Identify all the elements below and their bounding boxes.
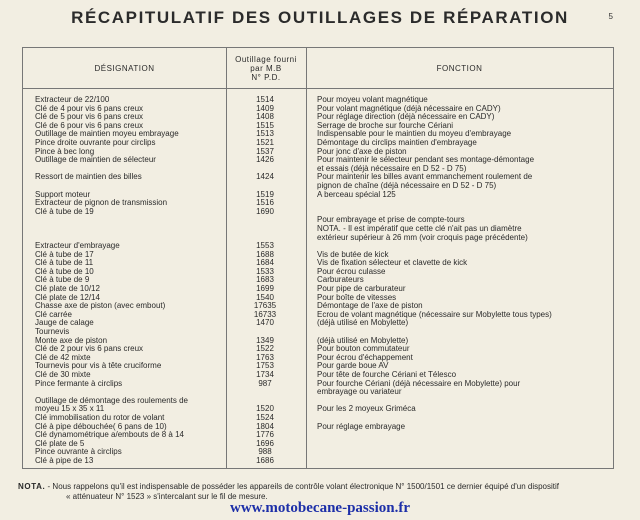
footer-note xyxy=(18,482,618,502)
designation-cell: Clé dynamométrique a/embouts de 8 à 14 xyxy=(35,430,184,440)
part-number-cell: 1688 xyxy=(256,249,274,259)
header-fonction: FONCTION xyxy=(436,63,483,73)
part-number-cell: 1408 xyxy=(256,112,274,122)
table-row xyxy=(23,328,613,337)
function-cell: et essais (déjà nécessaire en D 52 - D 75) xyxy=(317,164,467,173)
function-cell: embrayage ou variateur xyxy=(317,388,402,397)
table-row xyxy=(23,259,613,268)
function-cell: Serrage de broche sur fourche Cériani xyxy=(317,121,454,130)
designation-cell: Clé plate de 5 xyxy=(35,438,85,448)
part-number-cell: 1696 xyxy=(256,438,274,448)
designation-cell: Pince droite ouvrante pour circlips xyxy=(35,137,156,147)
designation-cell: Clé à pipe de 13 xyxy=(35,455,94,465)
part-number-cell: 1553 xyxy=(256,241,274,251)
function-cell: Pour boîte de vitesses xyxy=(317,293,397,302)
table-row xyxy=(23,276,613,285)
function-cell: extérieur supérieur à 26 mm (voir croquis page précédente) xyxy=(317,233,528,242)
function-cell: Indispensable pour le maintien du moyeu d'embrayage xyxy=(317,130,512,139)
designation-cell: Clé à pipe débouchée( 6 pans de 10) xyxy=(35,421,167,431)
table-row xyxy=(23,242,613,251)
part-number-cell: 1521 xyxy=(256,137,274,147)
table-row xyxy=(23,457,613,466)
part-number-cell: 1515 xyxy=(256,120,274,130)
function-cell: Vis de fixation sélecteur et clavette de kick xyxy=(317,259,468,268)
function-cell: Pour fourche Cériani (déjà nécessaire en Mobylette) pour xyxy=(317,379,521,388)
designation-cell: Outillage de maintien moyeu embrayage xyxy=(35,129,179,139)
header-divider xyxy=(23,88,613,89)
designation-cell: Outillage de démontage des roulements de xyxy=(35,395,188,405)
part-number-cell: 16733 xyxy=(253,309,277,319)
designation-cell: Jauge de calage xyxy=(35,318,94,328)
table-body xyxy=(23,96,613,466)
part-number-cell: 1516 xyxy=(256,198,274,208)
function-cell: pignon de chaîne (déjà nécessaire en D 52 - D 75) xyxy=(317,181,497,190)
function-cell: Pour garde boue AV xyxy=(317,362,389,371)
function-cell: Pour volant magnétique (déjà nécessaire en CADY) xyxy=(317,104,501,113)
table-row xyxy=(23,156,613,165)
table-row xyxy=(23,182,613,191)
designation-cell: Clé à tube de 17 xyxy=(35,249,94,259)
part-number-cell: 1513 xyxy=(256,129,274,139)
part-number-cell: 1533 xyxy=(256,266,274,276)
table-row xyxy=(23,345,613,354)
table-row xyxy=(23,302,613,311)
function-cell: Pour embrayage et prise de compte-tours xyxy=(317,216,465,225)
part-number-cell: 1349 xyxy=(256,335,274,345)
function-cell: Pour réglage direction (déjà nécessaire en CADY) xyxy=(317,113,495,122)
part-number-cell: 1424 xyxy=(256,172,274,182)
part-number-cell: 1537 xyxy=(256,146,274,156)
part-number-cell: 1470 xyxy=(256,318,274,328)
designation-cell: Support moteur xyxy=(35,189,91,199)
designation-cell: Clé à tube de 19 xyxy=(35,206,94,216)
designation-cell: Pince fermante à circlips xyxy=(35,378,123,388)
part-number-cell: 1684 xyxy=(256,258,274,268)
designation-cell: Chasse axe de piston (avec embout) xyxy=(35,301,166,311)
designation-cell: Clé immobilisation du rotor de volant xyxy=(35,412,165,422)
part-number-cell: 1514 xyxy=(256,95,274,104)
part-number-cell: 1753 xyxy=(256,361,274,371)
part-number-cell: 987 xyxy=(258,378,272,388)
table-row xyxy=(23,225,613,234)
function-cell: Pour jonc d'axe de piston xyxy=(317,147,407,156)
header-outillage: Outillage fourni par M.B N° P.D. xyxy=(235,54,297,82)
designation-cell: Clé à tube de 9 xyxy=(35,275,90,285)
function-cell: Pour tête de fourche Cériani et Télesco xyxy=(317,371,457,379)
function-cell: Ecrou de volant magnétique (nécessaire sur Mobylette tous types) xyxy=(317,310,552,319)
table-row xyxy=(23,139,613,148)
function-cell: Pour pipe de carburateur xyxy=(317,285,406,294)
table-row xyxy=(23,380,613,389)
designation-cell: Clé de 42 mixte xyxy=(35,352,91,362)
table-row xyxy=(23,173,613,182)
tools-table xyxy=(22,47,614,469)
table-row xyxy=(23,251,613,260)
table-row xyxy=(23,311,613,320)
part-number-cell: 1520 xyxy=(256,404,274,414)
designation-cell: Clé plate de 12/14 xyxy=(35,292,100,302)
function-cell: Pour maintenir les billes avant emmanchement roulement de xyxy=(317,173,533,182)
table-row xyxy=(23,448,613,457)
table-row xyxy=(23,208,613,217)
part-number-cell: 1540 xyxy=(256,292,274,302)
designation-cell: Clé à tube de 11 xyxy=(35,258,94,268)
designation-cell: Clé plate de 10/12 xyxy=(35,284,100,294)
designation-cell: Clé de 2 pour vis 6 pans creux xyxy=(35,344,144,354)
function-cell: Pour moyeu volant magnétique xyxy=(317,96,428,104)
function-cell: Pour réglage embrayage xyxy=(317,422,406,431)
part-number-cell: 1524 xyxy=(256,412,274,422)
table-row xyxy=(23,216,613,225)
function-cell: Pour les 2 moyeux Griméca xyxy=(317,405,416,414)
page-number: 5 xyxy=(608,12,613,21)
function-cell: Pour bouton commutateur xyxy=(317,345,410,354)
part-number-cell: 1804 xyxy=(256,421,274,431)
website-link[interactable]: www.motobecane-passion.fr xyxy=(230,500,410,516)
function-cell: (déjà utilisé en Mobylette) xyxy=(317,336,409,345)
table-row xyxy=(23,268,613,277)
part-number-cell: 1690 xyxy=(256,206,274,216)
designation-cell: Pince ouvrante à circlips xyxy=(35,447,122,457)
part-number-cell: 1426 xyxy=(256,155,274,165)
part-number-cell: 1734 xyxy=(256,370,274,379)
part-number-cell: 988 xyxy=(258,447,272,457)
designation-cell: Extracteur de 22/100 xyxy=(35,95,110,104)
function-cell: Pour écrou d'échappement xyxy=(317,353,413,362)
part-number-cell: 1776 xyxy=(256,430,274,440)
function-cell: Pour maintenir le sélecteur pendant ses montage-démontage xyxy=(317,156,535,165)
designation-cell: Extracteur d'embrayage xyxy=(35,241,120,251)
designation-cell: Clé de 6 pour vis 6 pans creux xyxy=(35,120,144,130)
function-cell: (déjà utilisé en Mobylette) xyxy=(317,319,409,328)
designation-cell: Clé de 5 pour vis 6 pans creux xyxy=(35,112,144,122)
part-number-cell: 1519 xyxy=(256,189,274,199)
nota-line-1: - Nous rappelons qu'il est indispensable de posséder les appareils de contrôle volant électronique N° 1500/1501 ce dernier équipé d'un dispositif xyxy=(47,482,559,491)
part-number-cell: 1699 xyxy=(256,284,274,294)
nota-label: NOTA. xyxy=(18,482,46,491)
table-row xyxy=(23,199,613,208)
table-row xyxy=(23,319,613,328)
function-cell: A berceau spécial 125 xyxy=(317,190,396,199)
designation-cell: Tournevis pour vis à tête cruciforme xyxy=(35,361,162,371)
function-cell: Pour écrou culasse xyxy=(317,267,386,276)
header-designation: DÉSIGNATION xyxy=(94,63,155,73)
designation-cell: Clé à tube de 10 xyxy=(35,266,94,276)
part-number-cell: 1763 xyxy=(256,352,274,362)
part-number-cell: 17635 xyxy=(253,301,277,311)
designation-cell: Clé de 30 mixte xyxy=(35,370,91,379)
function-cell: Carburateurs xyxy=(317,276,364,285)
part-number-cell: 1683 xyxy=(256,275,274,285)
table-row xyxy=(23,397,613,406)
function-cell: Vis de butée de kick xyxy=(317,250,389,259)
part-number-cell: 1522 xyxy=(256,344,274,354)
table-row xyxy=(23,431,613,440)
function-cell: Démontage de l'axe de piston xyxy=(317,302,423,311)
table-row xyxy=(23,362,613,371)
function-cell: NOTA. - Il est impératif que cette clé n'ait pas un diamètre xyxy=(317,224,522,233)
table-row xyxy=(23,285,613,294)
designation-cell: Clé carrée xyxy=(35,309,72,319)
part-number-cell: 1409 xyxy=(256,103,274,113)
part-number-cell: 1686 xyxy=(256,455,274,465)
designation-cell: Monte axe de piston xyxy=(35,335,108,345)
nota-line-2: « atténuateur N° 1523 » s'intercalant sur le fil de mesure. xyxy=(66,492,268,501)
page-title: RÉCAPITULATIF DES OUTILLAGES DE RÉPARATION xyxy=(71,8,569,27)
designation-cell: moyeu 15 x 35 x 11 xyxy=(35,404,105,414)
designation-cell: Clé de 4 pour vis 6 pans creux xyxy=(35,103,144,113)
designation-cell: Outillage de maintien de sélecteur xyxy=(35,155,156,165)
designation-cell: Pince à bec long xyxy=(35,146,95,156)
designation-cell: Ressort de maintien des billes xyxy=(35,172,142,182)
function-cell: Démontage du circlips maintien d'embrayage xyxy=(317,138,477,147)
designation-cell: Extracteur de pignon de transmission xyxy=(35,198,168,208)
designation-cell: Tournevis xyxy=(35,327,70,337)
